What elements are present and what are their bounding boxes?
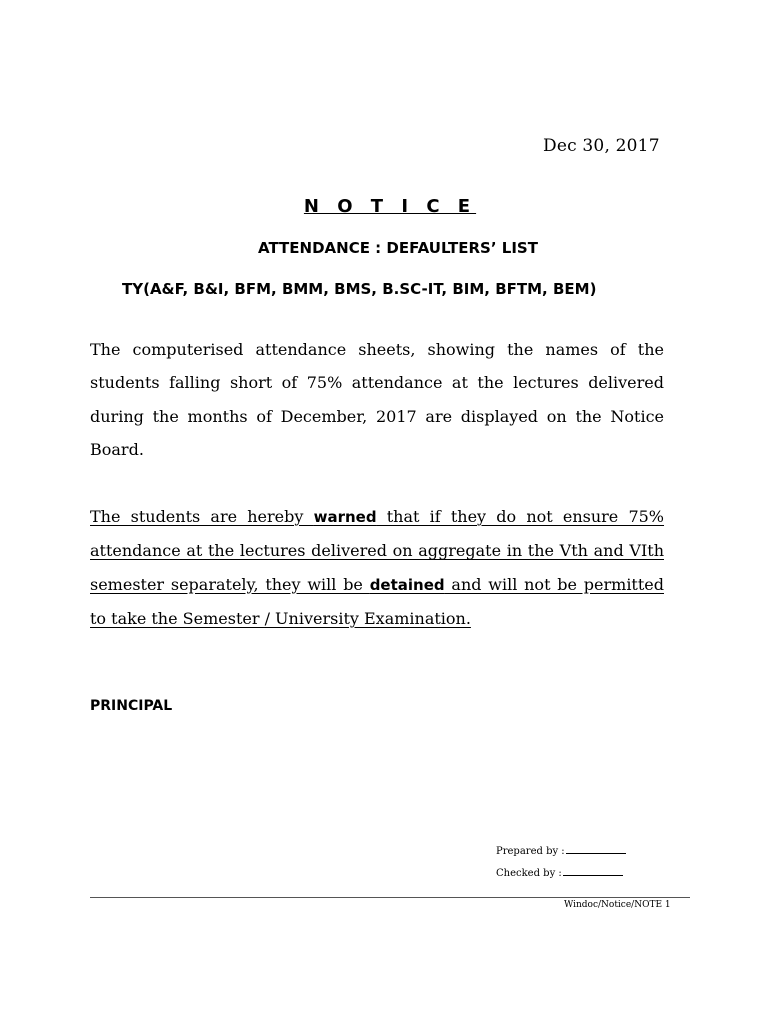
paragraph-attendance-sheets: The computerised attendance sheets, showing the names of the students falling short of 75% attendance at the lectures delivered during the months of December, 2017 are displayed on the Notice Board. xyxy=(90,340,664,459)
footer-divider xyxy=(90,897,690,898)
notice-date: Dec 30, 2017 xyxy=(543,136,660,156)
warning-text-3: and will not be permitted to take the Semester / University Examination. xyxy=(90,574,664,628)
checked-by-line xyxy=(496,868,623,879)
prepared-by-line xyxy=(496,846,626,857)
document-reference: Windoc/Notice/NOTE 1 xyxy=(564,900,671,910)
warning-bold-warned: warned xyxy=(313,508,377,526)
warning-text-2: that if they do not ensure 75% attendance at the lectures delivered on aggregate in the Vth and VIth semester separately, they will be xyxy=(90,507,665,594)
warning-text-1: The students are hereby xyxy=(90,507,314,526)
prepared-by-label: Prepared by : xyxy=(496,846,565,857)
checked-by-blank xyxy=(563,875,623,876)
paragraph-warning xyxy=(90,500,664,635)
notice-title: N O T I C E xyxy=(303,196,477,217)
prepared-by-blank xyxy=(566,853,626,854)
signatory: PRINCIPAL xyxy=(90,698,173,714)
class-list: TY(A&F, B&I, BFM, BMM, BMS, B.SC-IT, BIM, BFTM, BEM) xyxy=(122,280,597,298)
notice-subtitle: ATTENDANCE : DEFAULTERS’ LIST xyxy=(258,239,538,257)
warning-bold-detained: detained xyxy=(369,575,445,594)
checked-by-label: Checked by : xyxy=(496,868,562,879)
